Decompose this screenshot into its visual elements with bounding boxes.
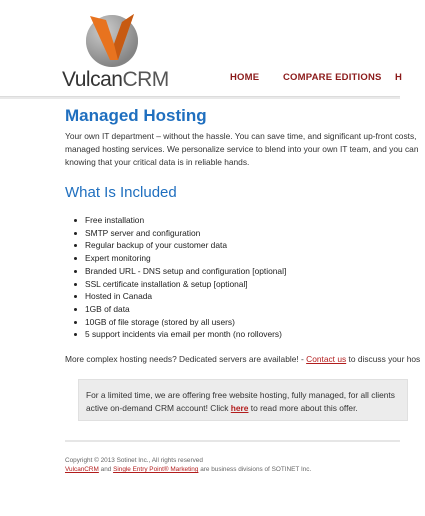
- promo-line-2: [86, 402, 407, 415]
- promo-text-before: active on-demand CRM account! Click: [86, 402, 231, 413]
- main-content: [65, 106, 421, 365]
- list-item: Free installation: [74, 214, 400, 227]
- footer-and-text: and: [98, 466, 114, 473]
- list-item: Branded URL - DNS setup and configuration [optional]: [74, 265, 400, 278]
- main-nav: [0, 72, 403, 86]
- nav-home[interactable]: HOME: [230, 72, 260, 83]
- list-item: Expert monitoring: [74, 252, 400, 265]
- contact-us-link[interactable]: Contact us: [306, 354, 347, 365]
- header-divider: [0, 96, 400, 99]
- more-hosting-text: [65, 353, 421, 365]
- nav-item-truncated[interactable]: H: [395, 72, 403, 83]
- list-item: 1GB of data: [74, 303, 400, 316]
- footer-tail-text: are business divisions of SOTINET Inc.: [198, 466, 312, 473]
- logo-wordmark-crm: CRM: [122, 68, 169, 91]
- logo-wordmark-vulcan: Vulcan: [62, 68, 123, 91]
- footer-divisions: [65, 465, 311, 474]
- footer-divider: [65, 440, 400, 442]
- promo-text-after: to read more about this offer.: [248, 402, 358, 413]
- list-item: SSL certificate installation & setup [optional]: [74, 278, 400, 291]
- intro-paragraph: [65, 130, 425, 169]
- promo-here-link[interactable]: here: [230, 402, 249, 413]
- page-title: Managed Hosting: [65, 106, 207, 125]
- more-text-after: to discuss your hos: [346, 354, 421, 365]
- promo-box: [78, 379, 408, 421]
- intro-line-2: managed hosting services. We personalize service to blend into your own IT team, and you can: [65, 144, 419, 154]
- intro-line-1: Your own IT department – without the hassle. You can save time, and significant up-front costs,: [65, 131, 417, 141]
- copyright-text: Copyright © 2013 Sotinet Inc., All rights reserved: [65, 457, 203, 464]
- list-item: 5 support incidents via email per month (no rollovers): [74, 328, 400, 341]
- nav-compare-editions[interactable]: COMPARE EDITIONS: [283, 72, 382, 83]
- site-footer: [65, 456, 311, 474]
- list-item: SMTP server and configuration: [74, 227, 400, 240]
- intro-line-3: knowing that your critical data is in reliable hands.: [65, 157, 250, 167]
- features-list: [74, 214, 400, 341]
- list-item: 10GB of file storage (stored by all users): [74, 316, 400, 329]
- vulcan-v-logo-icon: [84, 10, 140, 70]
- footer-sep-marketing-link[interactable]: Single Entry Point® Marketing: [113, 466, 199, 473]
- site-header: [0, 0, 403, 98]
- included-heading: What Is Included: [65, 184, 177, 201]
- list-item: Regular backup of your customer data: [74, 239, 400, 252]
- footer-vulcancrm-link[interactable]: VulcanCRM: [65, 466, 99, 473]
- more-text-before: More complex hosting needs? Dedicated servers are available! -: [65, 354, 307, 365]
- list-item: Hosted in Canada: [74, 290, 400, 303]
- promo-line-1: For a limited time, we are offering free website hosting, fully managed, for all clients: [86, 390, 395, 400]
